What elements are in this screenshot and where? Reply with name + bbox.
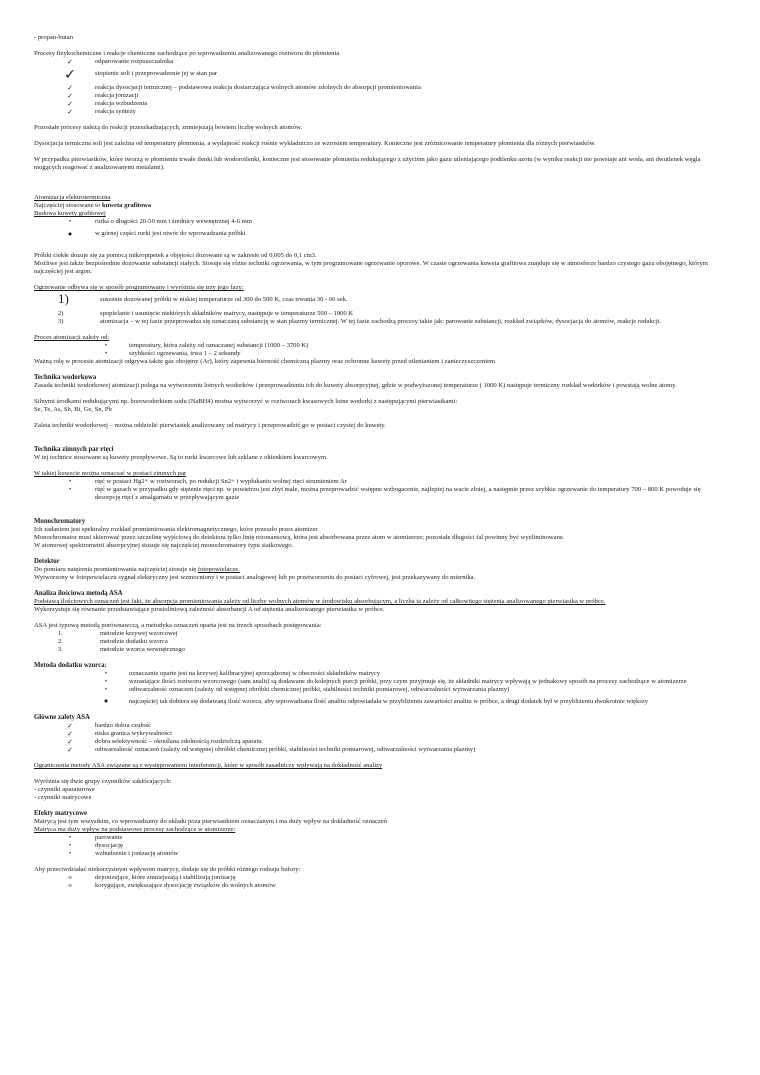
circle-bullet-icon: o: [68, 882, 72, 889]
list-item: • rtęć w gazach w przypadku gdy stężenie rtęci np. w powietrzu jest zbyt małe, można przeprowadzić wstępne wzbogacenie, najlepiej na wacie złotej, a następnie przez szybkie ogrzewanie do temperatury 700 – 800 K powoduje się desorpcję rtęci z amalgamatu w przepływającym gazie: [34, 486, 726, 502]
list-item: - czynniki aparaturowe: [34, 786, 95, 793]
checkmark-icon: ✓: [67, 100, 73, 108]
section-heading: Technika wodorkowa: [34, 374, 97, 381]
list-item: ✓ reakcja syntezy: [34, 108, 726, 116]
document-page: [34, 34, 726, 890]
list-item: • rtęć w postaci Hg2+ w roztworach, po redukcji Sn2+ i wypłukaniu wolnej rtęci strumieniem Ar: [34, 478, 726, 486]
checkmark-icon: ✓: [67, 738, 73, 746]
list-item: ✓ bardzo dobra czułość: [34, 722, 726, 730]
paragraph: W atomowej spektrometrii absorpcyjnej stosuje się najczęściej monochromatory typu siatkowego.: [34, 542, 294, 549]
paragraph: Dysocjacja termiczna soli jest zależna od temperatury płomienia, a wydajność reakcji rośnie wykładniczo ze wzrostem temperatury. Konieczne jest zróżnicowanie temperatury płomienia dla różnych pierwiastków.: [34, 140, 596, 147]
bullet-icon: •: [68, 850, 72, 857]
list-item: ✓ reakcja wzbudzenia: [34, 100, 726, 108]
bullet-icon: •: [68, 842, 72, 849]
list-item: ✓ dobra selektywność – określana zdolnością rozdzielczą aparatu: [34, 738, 726, 746]
checkmark-icon: ✓: [67, 746, 73, 754]
paragraph: Wykorzystuje się równanie przedstawiające prostoliniową zależność absorbancji A od stężenia analizowanego pierwiastka w próbce.: [34, 606, 385, 613]
list-item: ✓ stopienie soli i przeprowadzenie jej w stan par: [34, 66, 726, 84]
intro-line: - propan-butan: [34, 34, 73, 41]
bullet-icon: •: [104, 350, 108, 357]
list-item: ✓ reakcja jonizacji: [34, 92, 726, 100]
bullet-icon: •: [68, 218, 72, 225]
efekty-list: [34, 834, 726, 858]
bullet-icon: •: [68, 486, 72, 493]
list-item: • dysocjację: [34, 842, 726, 850]
fazy-list: [34, 292, 726, 326]
procesy-list: [34, 58, 726, 116]
circle-bullet-icon: o: [68, 874, 72, 881]
list-item: • najczęściej tak dobiera się dodawaną ilość wzorca, aby wprowadzana ilość analitu odpowiadała w przybliżeniu zawartości analitu w próbce, a drugi dodatek był w przybliżeniu dwukrotnie większy: [34, 698, 726, 706]
paragraph: Aby przeciwdziałać niekorzystnym wpływom matrycy, dodaje się do próbki różnego rodzaju bufory:: [34, 866, 301, 873]
paragraph: W tej technice stosowane są kuwety przepływowe. Są to rurki kwarcowe lub szklane z okienkiem kwarcowym.: [34, 454, 328, 461]
list-item: • rurka o długości 20-50 mm i średnicy wewnętrznej 4-6 mm: [34, 218, 726, 226]
asa-list: [34, 630, 726, 654]
paragraph: Zaleta techniki wodorkowej – można oddzielić pierwiastek analizowany od matrycy i przeprowadzić go w postaci czystej do kuwety.: [34, 422, 386, 429]
paragraph: Pozostałe procesy należą do reakcji przeszkadzających, zmniejszają bowiem liczbę wolnych atomów.: [34, 124, 302, 131]
list-item: 1. metodzie krzywej wzorcowej: [58, 630, 178, 637]
dodatku-list: [34, 670, 726, 706]
list-item: o dejonizujące, które zmniejszają i stabilizują jonizację: [34, 874, 726, 882]
list-item: • parowanie: [34, 834, 726, 842]
paragraph: Podstawą ilościowych oznaczeń jest fakt, że absorpcja promieniowania zależy od liczby wolnych atomów w środowisku absorbującym, a liczba ta zależy od całkowitego stężenia analizowanego pierwiastka w próbce.: [34, 598, 606, 605]
paragraph: W przypadku pierwiastków, które tworzą w płomieniu trwałe tlenki lub wodorotlenki, konieczne jest stosowanie płomienia redukującego z użyciem jako gazu utleniającego podtlenku azotu (w wyniku reakcji nie powstaje ani woda, ani dwutlenek węgla mogących reagować z analizowanymi metalami).: [34, 156, 701, 171]
section-heading: Główne zalety ASA: [34, 714, 90, 721]
subheading: Budowa kuwety grafitowej: [34, 210, 106, 217]
paragraph: Ich zadaniem jest spektralny rozkład promieniowania elektromagnetycznego, które przeszło przez atomizer: [34, 526, 318, 533]
checkmark-icon: ✓: [67, 58, 73, 66]
paragraph: Próbki ciekłe dozuje się za pomocą mikropipetek a objętości dozowane są w zakresie od 0,005 do 0,1 cm3.: [34, 252, 317, 259]
checkmark-icon: ✓: [67, 722, 73, 730]
paragraph: Wyróżnia się dwie grupy czynników zakłócających:: [34, 778, 172, 785]
paragraph: Se, Te, As, Sb, Bi, Ge, Sn, Pb: [34, 406, 112, 413]
list-item: ✓ niska granica wykrywalności: [34, 730, 726, 738]
list-item: • w górnej części rurki jest otwór do wprowadzania próbki: [34, 226, 726, 244]
list-item: • temperatury, która zależy od oznaczanej substancji (1000 – 3700 K): [34, 342, 726, 350]
paragraph: Do pomiaru natężenia promieniowania najczęściej stosuje się fotopowielacze.: [34, 566, 240, 573]
subheading: Proces atomizacji zależy od:: [34, 334, 110, 341]
paragraph: Silnymi środkami redukującymi np. borowodorkiem sodu (NaBH4) można wytworzyć w roztworach kwasowych lotne wodorki z następującymi pierwiastkami:: [34, 398, 458, 405]
list-item: ✓ reakcja dysocjacji termicznej – podstawowa reakcja dostarczająca wolnych atomów zdolnych do absorpcji promieniowania: [34, 84, 726, 92]
list-item: 1) suszenie dozowanej próbki w niskiej temperaturze od 300 do 500 K, czas trwania 30 - 60 sek.: [58, 291, 348, 306]
bufory-list: [34, 874, 726, 890]
bullet-icon: •: [104, 686, 108, 693]
checkmark-icon: ✓: [67, 108, 73, 116]
checkmark-icon: ✓: [67, 84, 73, 92]
paragraph: Wytworzony w fotopowielaczu sygnał elektryczny jest wzmocniony i w postaci analogowej lub po przetworzeniu do postaci cyfrowej, jest przekazywany do miernika.: [34, 574, 476, 581]
list-item: 2. metodzie dodatku wzorca: [58, 638, 168, 645]
paragraph: Matrycą jest tym wszystkim, co wprowadzamy do układu poza pierwiastkiem oznaczanym i ma duży wpływ na dokładność oznaczeń: [34, 818, 388, 825]
list-item: • odtwarzalność oznaczeń (zależy od wstępnej obróbki chemicznej próbki, stabilności techniki pomiarowej, odtwarzalności wytwarzania plazmy): [34, 686, 726, 694]
procesy-heading: Procesy fizykochemiczne i reakcje chemiczne zachodzące po wprowadzeniu analizowanego roztworu do płomienia: [34, 50, 340, 57]
paragraph: Zasada techniki wodorkowej atomizacji polega na wytworzeniu lotnych wodorków i przeprowadzeniu ich do kuwety absorpcyjnej, gdzie w podwyższonej temperaturze ( 1000 K) następuje termiczny rozkład wodorków i powstają wolne atomy.: [34, 382, 677, 389]
list-item: - czynniki matrycowe: [34, 794, 92, 801]
checkmark-icon: ✓: [64, 67, 76, 83]
list-item: 2) spopielanie i usunięcie niektórych składników matrycy, następuje w temperaturze 500 – 1000 K: [58, 310, 354, 317]
subheading: Ogrzewanie odbywa się w sposób programowany i wyróżnia się trzy jego fazy:: [34, 284, 244, 291]
section-heading: Metoda dodatku wzorca:: [34, 662, 107, 669]
budowa-list: [34, 218, 726, 244]
paragraph: Monochromator musi skierować przez szczelinę wyjściową do detektora tylko linię rezonansową, która jest absorbowana przez atom w atomizerze; pozostałe długości fal powinny być wyeliminowane.: [34, 534, 565, 541]
zalety-list: [34, 722, 726, 754]
paragraph: Możliwe jest także bezpośrednie dozowanie substancji stałych. Stosuje się różne techniki ogrzewania, w tym programowane ogrzewanie oporowe. W czasie ogrzewania kuweta grafitowa znajduje się w atmosferze bardzo czystego gazu obojętnego, którym najczęściej jest argon.: [34, 260, 708, 275]
section-heading: Detektor: [34, 558, 60, 565]
checkmark-icon: ✓: [67, 92, 73, 100]
bullet-icon: •: [104, 670, 108, 677]
bullet-icon: •: [66, 228, 74, 241]
list-item: • oznaczanie oparte jest na krzywej kalibracyjnej sporządzonej w obecności składników matrycy: [34, 670, 726, 678]
bullet-icon: •: [68, 834, 72, 841]
list-item: 3. metodzie wzorca wewnętrznego: [58, 646, 185, 653]
kuwecie-list: [34, 478, 726, 502]
section-heading: Atomizacja elektrotermiczna: [34, 194, 111, 201]
checkmark-icon: ✓: [67, 730, 73, 738]
bullet-icon: •: [104, 678, 108, 685]
list-item: 3) atomizacja – w tej fazie przeprowadza się oznaczaną substancję w stan plazmy termicznej. W tej fazie zachodzą procesy takie jak: parowanie substancji, rozkład związków, dysocjacja do atomów, reakcje redukcji.: [58, 318, 662, 325]
list-item: • wzrastające ilości roztworu wzorcowego (sam analit) są dodawane do kolejnych porcji próbki, przy czym przyjmuje się, że składniki matrycy wpływają w jednakowy sposób na procesy zachodzące w atomizerze: [34, 678, 726, 686]
paragraph: Matryca ma duży wpływ na podstawowe procesy zachodzące w atomizerze:: [34, 826, 236, 833]
bullet-icon: •: [104, 342, 108, 349]
paragraph: Najczęściej stosowane to kuweta grafitowa: [34, 202, 152, 209]
paragraph: ASA jest typową metodą porównawczą, a metodyka oznaczeń oparta jest na trzech sposobach postępowania:: [34, 622, 322, 629]
list-item: • wzbudzenie i jonizację atomów: [34, 850, 726, 858]
section-heading: Analiza ilościowa metodą ASA: [34, 590, 123, 597]
subheading: W takiej kuwecie można oznaczać w postaci zimnych par: [34, 470, 187, 477]
list-item: o korygujące, zwiększające dysocjację związków do wolnych atomów: [34, 882, 726, 890]
proces-list: [34, 342, 726, 358]
list-item: ✓ odtwarzalność oznaczeń (zależy od wstępnej obróbki chemicznej próbki, stabilności techniki pomiarowej, odtwarzalności wytwarzania plazmy): [34, 746, 726, 754]
paragraph: Ważną rolę w procesie atomizacji odgrywa także gaz obojętny (Ar), który zapewnia bierność chemiczną plazmy oraz ochronne kuwety przed utlenianiem i zanieczyszczeniem: [34, 358, 496, 365]
list-item: ✓ odparowanie rozpuszczalnika: [34, 58, 726, 66]
bullet-icon: •: [68, 478, 72, 485]
list-item: • szybkości ogrzewania, trwa 1 – 2 sekundy: [34, 350, 726, 358]
section-heading: Monochromatory: [34, 518, 86, 525]
bullet-icon: •: [102, 695, 110, 708]
paragraph: Ograniczenia metody ASA związane są z występowaniem interferencji, które w sposób zasadniczy wpływają na dokładność analizy: [34, 762, 383, 769]
section-heading: Technika zimnych par rtęci: [34, 446, 114, 453]
section-heading: Efekty matrycowe: [34, 810, 88, 817]
